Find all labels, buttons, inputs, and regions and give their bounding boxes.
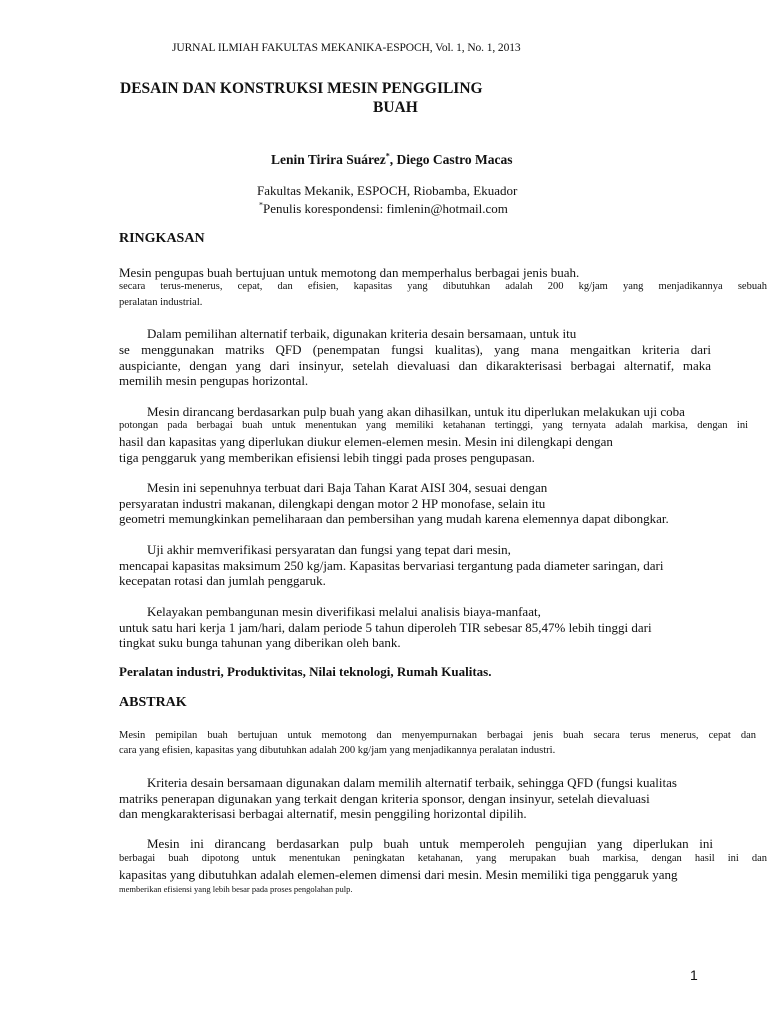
- ringkasan-line: Uji akhir memverifikasi persyaratan dan fungsi yang tepat dari mesin,: [147, 542, 511, 557]
- ringkasan-line: kecepatan rotasi dan jumlah penggaruk.: [119, 573, 326, 588]
- ringkasan-line: tiga penggaruk yang memberikan efisiensi lebih tinggi pada proses pengupasan.: [119, 450, 535, 465]
- ringkasan-line: Mesin pengupas buah bertujuan untuk memotong dan memperhalus berbagai jenis buah.: [119, 265, 580, 280]
- ringkasan-line: auspiciante, dengan yang dari insinyur, setelah dievaluasi dan dikarakterisasi berbagai alternatif, maka: [119, 358, 711, 373]
- correspondence-text: Penulis korespondensi: fimlenin@hotmail.com: [263, 201, 508, 216]
- paper-title-line-2: BUAH: [373, 99, 418, 116]
- abstrak-line: kapasitas yang dibutuhkan adalah elemen-elemen dimensi dari mesin. Mesin memiliki tiga penggaruk yang: [119, 867, 678, 882]
- ringkasan-line: peralatan industrial.: [119, 297, 203, 308]
- abstrak-line: dan mengkarakterisasi berbagai alternatif, mesin penggiling horizontal dipilih.: [119, 806, 527, 821]
- ringkasan-line: Kelayakan pembangunan mesin diverifikasi melalui analisis biaya-manfaat,: [147, 604, 541, 619]
- ringkasan-line: persyaratan industri makanan, dilengkapi dengan motor 2 HP monofase, selain itu: [119, 496, 546, 511]
- ringkasan-heading: RINGKASAN: [119, 231, 205, 246]
- abstrak-line: Mesin pemipilan buah bertujuan untuk memotong dan menyempurnakan berbagai jenis buah secara terus menerus, cepat dan: [119, 730, 756, 741]
- ringkasan-line: potongan pada berbagai buah untuk menentukan yang memiliki ketahanan tertinggi, yang ternyata adalah markisa, dengan ini: [119, 420, 748, 431]
- author-list: [271, 152, 513, 168]
- abstrak-line: cara yang efisien, kapasitas yang dibutuhkan adalah 200 kg/jam yang menjadikannya peralatan industri.: [119, 745, 556, 756]
- abstrak-heading: ABSTRAK: [119, 695, 187, 710]
- keywords: Peralatan industri, Produktivitas, Nilai teknologi, Rumah Kualitas.: [119, 664, 492, 679]
- author-name-2: , Diego Castro Macas: [389, 152, 513, 167]
- abstrak-line: berbagai buah dipotong untuk menentukan peningkatan ketahanan, yang merupakan buah markisa, dengan hasil ini dan: [119, 853, 767, 864]
- ringkasan-line: se menggunakan matriks QFD (penempatan fungsi kualitas), yang mana mengaitkan kriteria dari: [119, 342, 711, 357]
- abstrak-line: Mesin ini dirancang berdasarkan pulp buah untuk memperoleh pengujian yang diperlukan ini: [147, 836, 713, 851]
- ringkasan-line: untuk satu hari kerja 1 jam/hari, dalam periode 5 tahun diperoleh TIR sebesar 85,47% lebih tinggi dari: [119, 620, 652, 635]
- ringkasan-line: memilih mesin pengupas horizontal.: [119, 373, 309, 388]
- abstrak-line: matriks penerapan digunakan yang terkait dengan kriteria sponsor, dengan insinyur, setelah dievaluasi: [119, 791, 650, 806]
- page-number: 1: [690, 967, 698, 983]
- ringkasan-line: Mesin ini sepenuhnya terbuat dari Baja Tahan Karat AISI 304, sesuai dengan: [147, 480, 548, 495]
- ringkasan-line: Mesin dirancang berdasarkan pulp buah yang akan dihasilkan, untuk itu diperlukan melakukan uji coba: [147, 404, 685, 419]
- paper-title-line-1: DESAIN DAN KONSTRUKSI MESIN PENGGILING: [120, 80, 483, 97]
- ringkasan-line: hasil dan kapasitas yang diperlukan diukur elemen-elemen mesin. Mesin ini dilengkapi dengan: [119, 434, 613, 449]
- ringkasan-line: geometri memungkinkan pemeliharaan dan pembersihan yang mudah karena elemennya dapat dibongkar.: [119, 511, 669, 526]
- affiliation: Fakultas Mekanik, ESPOCH, Riobamba, Ekuador: [257, 183, 518, 198]
- correspondence-mark: *: [259, 200, 263, 210]
- ringkasan-line: secara terus-menerus, cepat, dan efisien, kapasitas yang dibutuhkan adalah 200 kg/jam yang menjadikannya sebuah: [119, 281, 767, 292]
- abstrak-line: Kriteria desain bersamaan digunakan dalam memilih alternatif terbaik, sehingga QFD (fungsi kualitas: [147, 775, 677, 790]
- author-name-1: Lenin Tirira Suárez: [271, 152, 386, 167]
- corresponding-author-mark: *: [385, 151, 390, 161]
- correspondence-line: [259, 201, 508, 217]
- journal-header: JURNAL ILMIAH FAKULTAS MEKANIKA-ESPOCH, Vol. 1, No. 1, 2013: [172, 42, 521, 54]
- ringkasan-line: tingkat suku bunga tahunan yang diberikan oleh bank.: [119, 635, 401, 650]
- abstrak-line: memberikan efisiensi yang lebih besar pada proses pengolahan pulp.: [119, 884, 353, 894]
- ringkasan-line: Dalam pemilihan alternatif terbaik, digunakan kriteria desain bersamaan, untuk itu: [147, 326, 577, 341]
- ringkasan-line: mencapai kapasitas maksimum 250 kg/jam. Kapasitas bervariasi tergantung pada diameter saringan, dari: [119, 558, 664, 573]
